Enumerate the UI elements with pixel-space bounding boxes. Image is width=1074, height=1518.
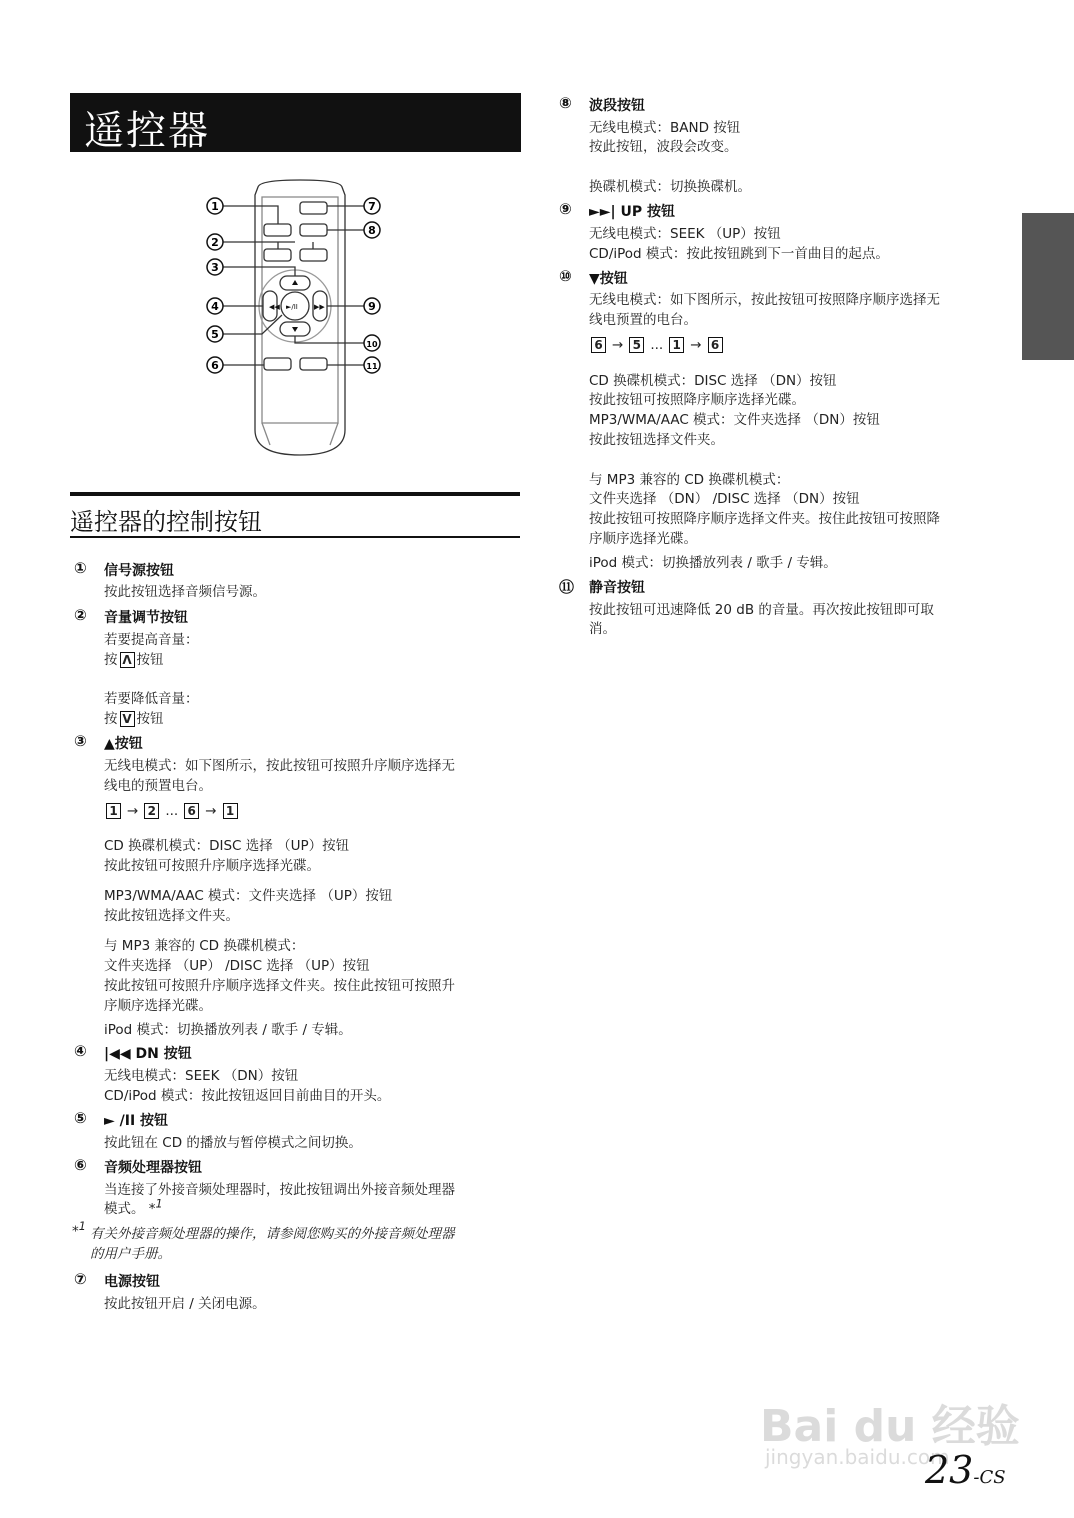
description-text: 线电预置的电台。: [589, 312, 697, 328]
item-description: [104, 954, 370, 974]
item-number: ⑨: [559, 200, 572, 218]
footnote-line: 有关外接音频处理器的操作，请参阅您购买的外接音频处理器: [90, 1226, 455, 1242]
item-description: [589, 175, 751, 195]
item-title: 电源按钮: [104, 1274, 160, 1290]
item-description: [589, 551, 837, 571]
item-number: ④: [74, 1042, 87, 1060]
item-number: ②: [74, 606, 87, 624]
item-description: [104, 687, 199, 707]
item-number: ③: [74, 732, 87, 750]
item-description: [104, 974, 455, 994]
description-text: 无线电模式：SEEK （DN）按钮: [104, 1068, 299, 1084]
item-description: [104, 774, 212, 794]
description-text: 文件夹选择 （DN） /DISC 选择 （DN）按钮: [589, 491, 860, 507]
item-description: [589, 507, 940, 527]
preset-key: 1: [223, 803, 238, 819]
item-description: [589, 116, 740, 136]
preset-key: 5: [629, 337, 644, 353]
callout-label: 1: [211, 200, 219, 213]
footnote-line: 的用户手册。: [90, 1246, 171, 1262]
item-number: ⑥: [74, 1156, 87, 1174]
volume-instruction: [104, 648, 164, 668]
callout-label: 6: [211, 359, 219, 372]
item-description: [104, 754, 455, 774]
item-number: ⑦: [74, 1270, 87, 1288]
svg-text:▶▶: ▶▶: [314, 303, 325, 311]
description-text: CD 换碟机模式：DISC 选择 （DN）按钮: [589, 373, 837, 389]
section-heading: [70, 492, 520, 538]
preset-key: 6: [708, 337, 723, 353]
volume-key-icon: V: [120, 711, 135, 727]
description-text: 无线电模式：如下图所示，按此按钮可按照升序顺序选择无: [104, 758, 455, 774]
description-text: 无线电模式：如下图所示，按此按钮可按照降序顺序选择无: [589, 292, 940, 308]
description-text: 按此按钮可按照降序顺序选择文件夹。按住此按钮可按照降: [589, 511, 940, 527]
item-description: [104, 1131, 362, 1151]
callout-label: 3: [211, 261, 219, 274]
callout-label: 8: [368, 224, 376, 237]
preset-key: 6: [591, 337, 606, 353]
item-description: [589, 388, 805, 408]
description-text: MP3/WMA/AAC 模式：文件夹选择 （UP）按钮: [104, 888, 393, 904]
instruction-text: 按: [104, 652, 118, 668]
description-text: 当连接了外接音频处理器时，按此按钮调出外接音频处理器: [104, 1182, 455, 1198]
description-text: 按此按钮可按照升序顺序选择光碟。: [104, 858, 320, 874]
description-text: CD/iPod 模式：按此按钮跳到下一首曲目的起点。: [589, 246, 889, 262]
remote-control-diagram: [200, 175, 400, 465]
description-text: 文件夹选择 （UP） /DISC 选择 （UP）按钮: [104, 958, 370, 974]
item-description: [104, 1197, 163, 1217]
description-text: 按此按钮选择文件夹。: [589, 432, 724, 448]
item-title: ► /II 按钮: [104, 1113, 169, 1129]
page-title-bar: [70, 93, 521, 152]
play-pause-label: ►/II: [286, 303, 298, 311]
baidu-watermark: Bai du 经验 jingyan.baidu.com: [760, 1401, 1020, 1469]
volume-instruction: [104, 707, 164, 727]
sequence-arrow: ...: [650, 337, 664, 353]
sequence-arrow: →: [690, 337, 702, 353]
item-description: [589, 242, 889, 262]
item-description: [589, 468, 789, 488]
item-description: [589, 135, 738, 155]
item-description: [589, 617, 616, 637]
svg-text:◀◀: ◀◀: [269, 303, 280, 311]
chapter-tab: [1022, 213, 1074, 360]
item-description: [589, 428, 724, 448]
item-description: [104, 1064, 298, 1084]
section-title: 遥控器的控制按钮: [70, 508, 262, 536]
preset-key: 6: [184, 803, 199, 819]
item-description: [589, 527, 697, 547]
instruction-text: 按: [104, 711, 118, 727]
page-number: 23-CS: [925, 1448, 1006, 1492]
sequence-arrow: →: [612, 337, 624, 353]
callout-label: 4: [211, 300, 219, 313]
description-text: 与 MP3 兼容的 CD 换碟机模式：: [104, 938, 305, 954]
item-title: ▼按钮: [589, 271, 628, 287]
description-text: 按此按钮开启 / 关闭电源。: [104, 1296, 266, 1312]
description-text: iPod 模式：切换播放列表 / 歌手 / 专辑。: [589, 555, 837, 571]
item-number: ①: [74, 559, 87, 577]
item-description: [104, 904, 239, 924]
description-text: 消。: [589, 621, 616, 637]
item-description: [104, 994, 212, 1014]
item-number: ⑧: [559, 94, 572, 112]
item-title: ►►| UP 按钮: [589, 204, 676, 220]
item-description: [104, 1084, 390, 1104]
description-text: 按此按钮，波段会改变。: [589, 139, 738, 155]
description-text: CD/iPod 模式：按此按钮返回目前曲目的开头。: [104, 1088, 391, 1104]
description-text: 若要降低音量：: [104, 691, 199, 707]
item-title: 音频处理器按钮: [104, 1160, 202, 1176]
description-text: 换碟机模式：切换换碟机。: [589, 179, 751, 195]
item-description: [104, 1292, 266, 1312]
item-description: [104, 834, 349, 854]
footnote-ref: 1: [155, 1197, 163, 1211]
instruction-text: 按钮: [136, 652, 164, 668]
sequence-arrow: →: [205, 803, 217, 819]
preset-key: 1: [669, 337, 684, 353]
page-title: 遥控器: [84, 108, 210, 154]
instruction-text: 按钮: [136, 711, 164, 727]
description-text: 模式。 *: [104, 1201, 156, 1217]
item-description: [104, 934, 304, 954]
item-description: [104, 628, 199, 648]
callout-label: 7: [368, 200, 376, 213]
description-text: 与 MP3 兼容的 CD 换碟机模式：: [589, 472, 790, 488]
description-text: iPod 模式：切换播放列表 / 歌手 / 专辑。: [104, 1022, 352, 1038]
description-text: 按此按钮可按照降序顺序选择光碟。: [589, 392, 805, 408]
description-text: 线电的预置电台。: [104, 778, 212, 794]
preset-key: 2: [144, 803, 159, 819]
description-text: 按此按钮可按照升序顺序选择文件夹。按住此按钮可按照升: [104, 978, 455, 994]
item-title: |◀◀ DN 按钮: [104, 1046, 192, 1062]
description-text: 按此钮在 CD 的播放与暂停模式之间切换。: [104, 1135, 362, 1151]
description-text: 若要提高音量：: [104, 632, 199, 648]
item-title: 音量调节按钮: [104, 610, 188, 626]
item-description: [589, 408, 880, 428]
callout-label: 5: [211, 328, 219, 341]
footnote-mark: *$^1$: [72, 1220, 86, 1240]
item-description: [104, 854, 320, 874]
description-text: 序顺序选择光碟。: [589, 531, 697, 547]
description-text: 按此按钮可迅速降低 20 dB 的音量。再次按此按钮即可取: [589, 602, 934, 618]
description-text: MP3/WMA/AAC 模式：文件夹选择 （DN）按钮: [589, 412, 880, 428]
item-description: [104, 1178, 455, 1198]
preset-sequence: [589, 337, 725, 353]
item-description: [589, 598, 934, 618]
item-title: ▲按钮: [104, 736, 143, 752]
sequence-arrow: ...: [165, 803, 179, 819]
item-description: [589, 222, 781, 242]
callout-label: 11: [366, 362, 378, 371]
item-description: [104, 884, 392, 904]
callout-label: 10: [366, 340, 378, 349]
description-text: 无线电模式：BAND 按钮: [589, 120, 741, 136]
description-text: 按此按钮选择音频信号源。: [104, 584, 266, 600]
preset-sequence: [104, 803, 240, 819]
item-title: 波段按钮: [589, 98, 645, 114]
callout-label: 9: [368, 300, 376, 313]
item-description: [589, 369, 837, 389]
callout-label: 2: [211, 236, 219, 249]
item-number: ⑩: [559, 267, 572, 285]
item-description: [104, 580, 266, 600]
item-description: [589, 308, 697, 328]
description-text: 按此按钮选择文件夹。: [104, 908, 239, 924]
description-text: 无线电模式：SEEK （UP）按钮: [589, 226, 781, 242]
item-number: ⑤: [74, 1109, 87, 1127]
description-text: CD 换碟机模式：DISC 选择 （UP）按钮: [104, 838, 350, 854]
volume-key-icon: Λ: [120, 652, 135, 668]
item-title: 静音按钮: [589, 580, 645, 596]
item-description: [104, 1018, 352, 1038]
item-description: [589, 487, 860, 507]
preset-key: 1: [106, 803, 121, 819]
item-title: 信号源按钮: [104, 563, 174, 579]
item-number: ⑪: [559, 578, 575, 596]
sequence-arrow: →: [127, 803, 139, 819]
description-text: 序顺序选择光碟。: [104, 998, 212, 1014]
item-description: [589, 288, 940, 308]
